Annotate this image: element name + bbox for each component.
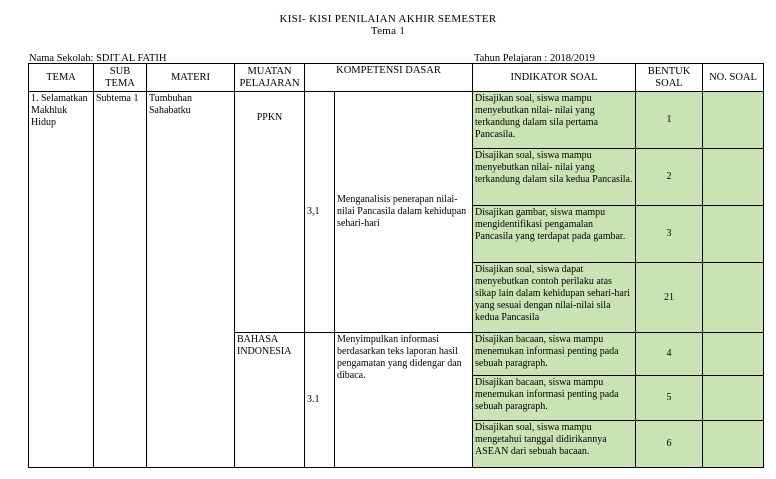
indikator-cell: Disajikan gambar, siswa mampu mengidentifikasi pengamalan Pancasila yang terdapat pada gambar. <box>473 206 636 263</box>
muatan-cell: BAHASA INDONESIA <box>235 333 305 468</box>
kd-text-cell: Menyimpulkan informasi berdasarkan teks laporan hasil pengamatan yang didengar dan dibaca. <box>335 333 473 468</box>
muatan-cell: PPKN <box>235 92 305 333</box>
bentuk-cell: 1 <box>636 92 703 149</box>
document-subtitle: Tema 1 <box>370 25 406 37</box>
header-tema: TEMA <box>29 64 94 92</box>
kd-number-cell: 3,1 <box>305 92 335 333</box>
bentuk-cell: 2 <box>636 149 703 206</box>
kd-number-cell: 3.1 <box>305 333 335 468</box>
document-title: KISI- KISI PENILAIAN AKHIR SEMESTER <box>279 13 497 25</box>
bentuk-cell: 5 <box>636 376 703 421</box>
no-soal-cell <box>703 92 764 149</box>
indikator-cell: Disajikan bacaan, siswa mampu menemukan informasi penting pada sebuah paragraph. <box>473 376 636 421</box>
no-soal-cell <box>703 333 764 376</box>
no-soal-cell <box>703 263 764 333</box>
indikator-cell: Disajikan soal, siswa mampu menyebutkan nilai- nilai yang terkandung dalam sila pertama Pancasila. <box>473 92 636 149</box>
indikator-cell: Disajikan soal, siswa mampu mengetahui tanggal didirikannya ASEAN dari sebuah bacaan. <box>473 421 636 468</box>
kd-text-cell: Menganalisis penerapan nilai-nilai Pancasila dalam kehidupan sehari-hari <box>335 92 473 333</box>
indikator-cell: Disajikan soal, siswa mampu menyebutkan nilai- nilai yang terkandung dalam sila kedua Pancasila. <box>473 149 636 206</box>
no-soal-cell <box>703 421 764 468</box>
indikator-cell: Disajikan bacaan, siswa mampu menemukan informasi penting pada sebuah paragraph. <box>473 333 636 376</box>
kisi-kisi-table <box>28 63 764 468</box>
header-bentuk: BENTUK SOAL <box>636 64 703 92</box>
header-no-soal: NO. SOAL <box>703 64 764 92</box>
table-row <box>29 92 764 149</box>
header-muatan: MUATAN PELAJARAN <box>235 64 305 92</box>
bentuk-cell: 3 <box>636 206 703 263</box>
no-soal-cell <box>703 376 764 421</box>
header-kompetensi-dasar: KOMPETENSI DASAR <box>305 64 473 92</box>
school-name: Nama Sekolah: SDIT AL FATIH <box>29 53 167 64</box>
bentuk-cell: 21 <box>636 263 703 333</box>
subtema-cell: Subtema 1 <box>94 92 147 468</box>
bentuk-cell: 6 <box>636 421 703 468</box>
academic-year: Tahun Pelajaran : 2018/2019 <box>474 53 595 64</box>
header-subtema: SUB TEMA <box>94 64 147 92</box>
tema-cell: 1. Selamatkan Makhluk Hidup <box>29 92 94 468</box>
no-soal-cell <box>703 149 764 206</box>
indikator-cell: Disajikan soal, siswa dapat menyebutkan contoh perilaku atas sikap lain dalam kehidupan sehari-hari yang sesuai dengan nilai-nilai sila kedua Pancasila <box>473 263 636 333</box>
header-indikator: INDIKATOR SOAL <box>473 64 636 92</box>
bentuk-cell: 4 <box>636 333 703 376</box>
materi-cell: Tumbuhan Sahabatku <box>147 92 235 468</box>
no-soal-cell <box>703 206 764 263</box>
header-materi: MATERI <box>147 64 235 92</box>
